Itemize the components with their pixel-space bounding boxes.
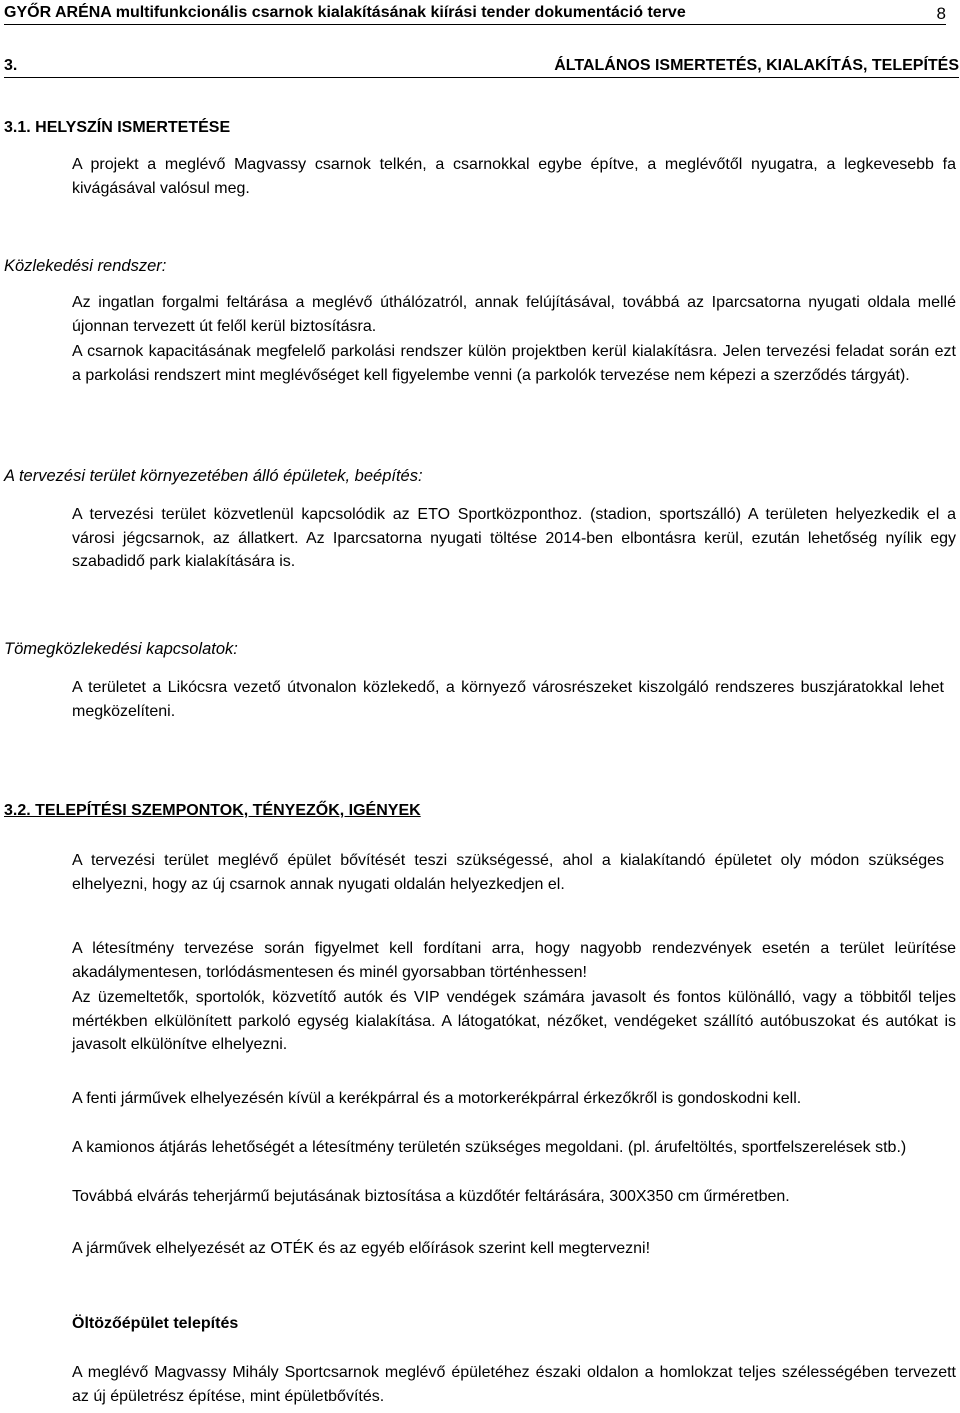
- dressing-building-paragraph: A meglévő Magvassy Mihály Sportcsarnok meglévő épületéhez északi oldalon a homlokzat teljes szélességében tervezett az új épületrész építése, mint épületbővítés.: [72, 1364, 956, 1405]
- section-3-1-heading: 3.1. HELYSZÍN ISMERTETÉSE: [4, 119, 231, 136]
- chapter-header: [4, 55, 959, 78]
- chapter-number: 3.: [4, 57, 18, 74]
- page-number: 8: [936, 4, 946, 23]
- page-header: [4, 2, 946, 25]
- traffic-paragraph-1: Az ingatlan forgalmi feltárása a meglévő úthálózatról, annak felújításával, továbbá az Iparcsatorna nyugati oldala mellé újonnan tervezett út felől kerül biztosításra.: [72, 294, 956, 335]
- section-3-2-paragraph-4: A fenti járművek elhelyezésén kívül a kerékpárral és a motorkerékpárral érkezőkről is gondoskodni kell.: [72, 1090, 802, 1107]
- section-3-1-intro: A projekt a meglévő Magvassy csarnok telkén, a csarnokkal egybe építve, a meglévőtől nyugatra, a legkevesebb fa kivágásával valósul meg.: [72, 156, 956, 197]
- section-3-2-heading: 3.2. TELEPÍTÉSI SZEMPONTOK, TÉNYEZŐK, IGÉNYEK: [4, 802, 421, 819]
- chapter-title: ÁLTALÁNOS ISMERTETÉS, KIALAKÍTÁS, TELEPÍTÉS: [554, 57, 959, 74]
- section-3-2-paragraph-3: Az üzemeltetők, sportolók, közvetítő autók és VIP vendégek számára javasolt és fontos különálló, vagy a többitől teljes mértékben elkülönített parkoló egység kialakítása. A látogatókat, nézőket, vendégeket szállító autóbuszokat és autókat is javasolt elkülönítve elhelyezni.: [72, 989, 956, 1053]
- section-3-2-paragraph-5: A kamionos átjárás lehetőségét a létesítmény területén szükséges megoldani. (pl. árufeltöltés, sportfelszerelések stb.): [72, 1139, 907, 1156]
- section-3-2-paragraph-7: A járművek elhelyezését az OTÉK és az egyéb előírások szerint kell megtervezni!: [72, 1240, 651, 1257]
- section-3-2-paragraph-6: Továbbá elvárás teherjármű bejutásának biztosítása a küzdőtér feltárására, 300X350 cm űrméretben.: [72, 1188, 790, 1205]
- surroundings-paragraph: A tervezési terület közvetlenül kapcsolódik az ETO Sportközponthoz. (stadion, sportszálló) A területen helyezkedik el a városi jégcsarnok, az állatkert. Az Iparcsatorna nyugati töltése 2014-ben elbontásra kerül, ezután lehetőség nyílik egy szabadidő park kialakítására is.: [72, 506, 956, 570]
- transit-paragraph: A területet a Likócsra vezető útvonalon közlekedő, a környező városrészeket kiszolgáló rendszeres buszjáratokkal lehet megközelíteni.: [72, 679, 944, 720]
- traffic-paragraph-2: A csarnok kapacitásának megfelelő parkolási rendszer külön projektben kerül kialakításra. Jelen tervezési feladat során ezt a parkolási rendszert mint meglévőséget kell figyelembe venni (a parkolók tervezése nem képezi a szerződés tárgyát).: [72, 343, 956, 384]
- transit-subheading: Tömegközlekedési kapcsolatok:: [4, 640, 238, 658]
- surroundings-subheading: A tervezési terület környezetében álló épületek, beépítés:: [4, 467, 423, 485]
- traffic-subheading: Közlekedési rendszer:: [4, 257, 167, 275]
- section-3-2-paragraph-2: A létesítmény tervezése során figyelmet kell fordítani arra, hogy nagyobb rendezvények esetén a terület leürítése akadálymentesen, torlódásmentesen és minél gyorsabban történhessen!: [72, 940, 956, 981]
- dressing-building-heading: Öltözőépület telepítés: [72, 1315, 239, 1332]
- section-3-2-paragraph-1: A tervezési terület meglévő épület bővítését teszi szükségessé, ahol a kialakítandó épületet oly módon szükséges elhelyezni, hogy az új csarnok annak nyugati oldalán helyezkedjen el.: [72, 852, 944, 893]
- document-title: GYŐR ARÉNA multifunkcionális csarnok kialakításának kiírási tender dokumentáció terve: [4, 4, 686, 21]
